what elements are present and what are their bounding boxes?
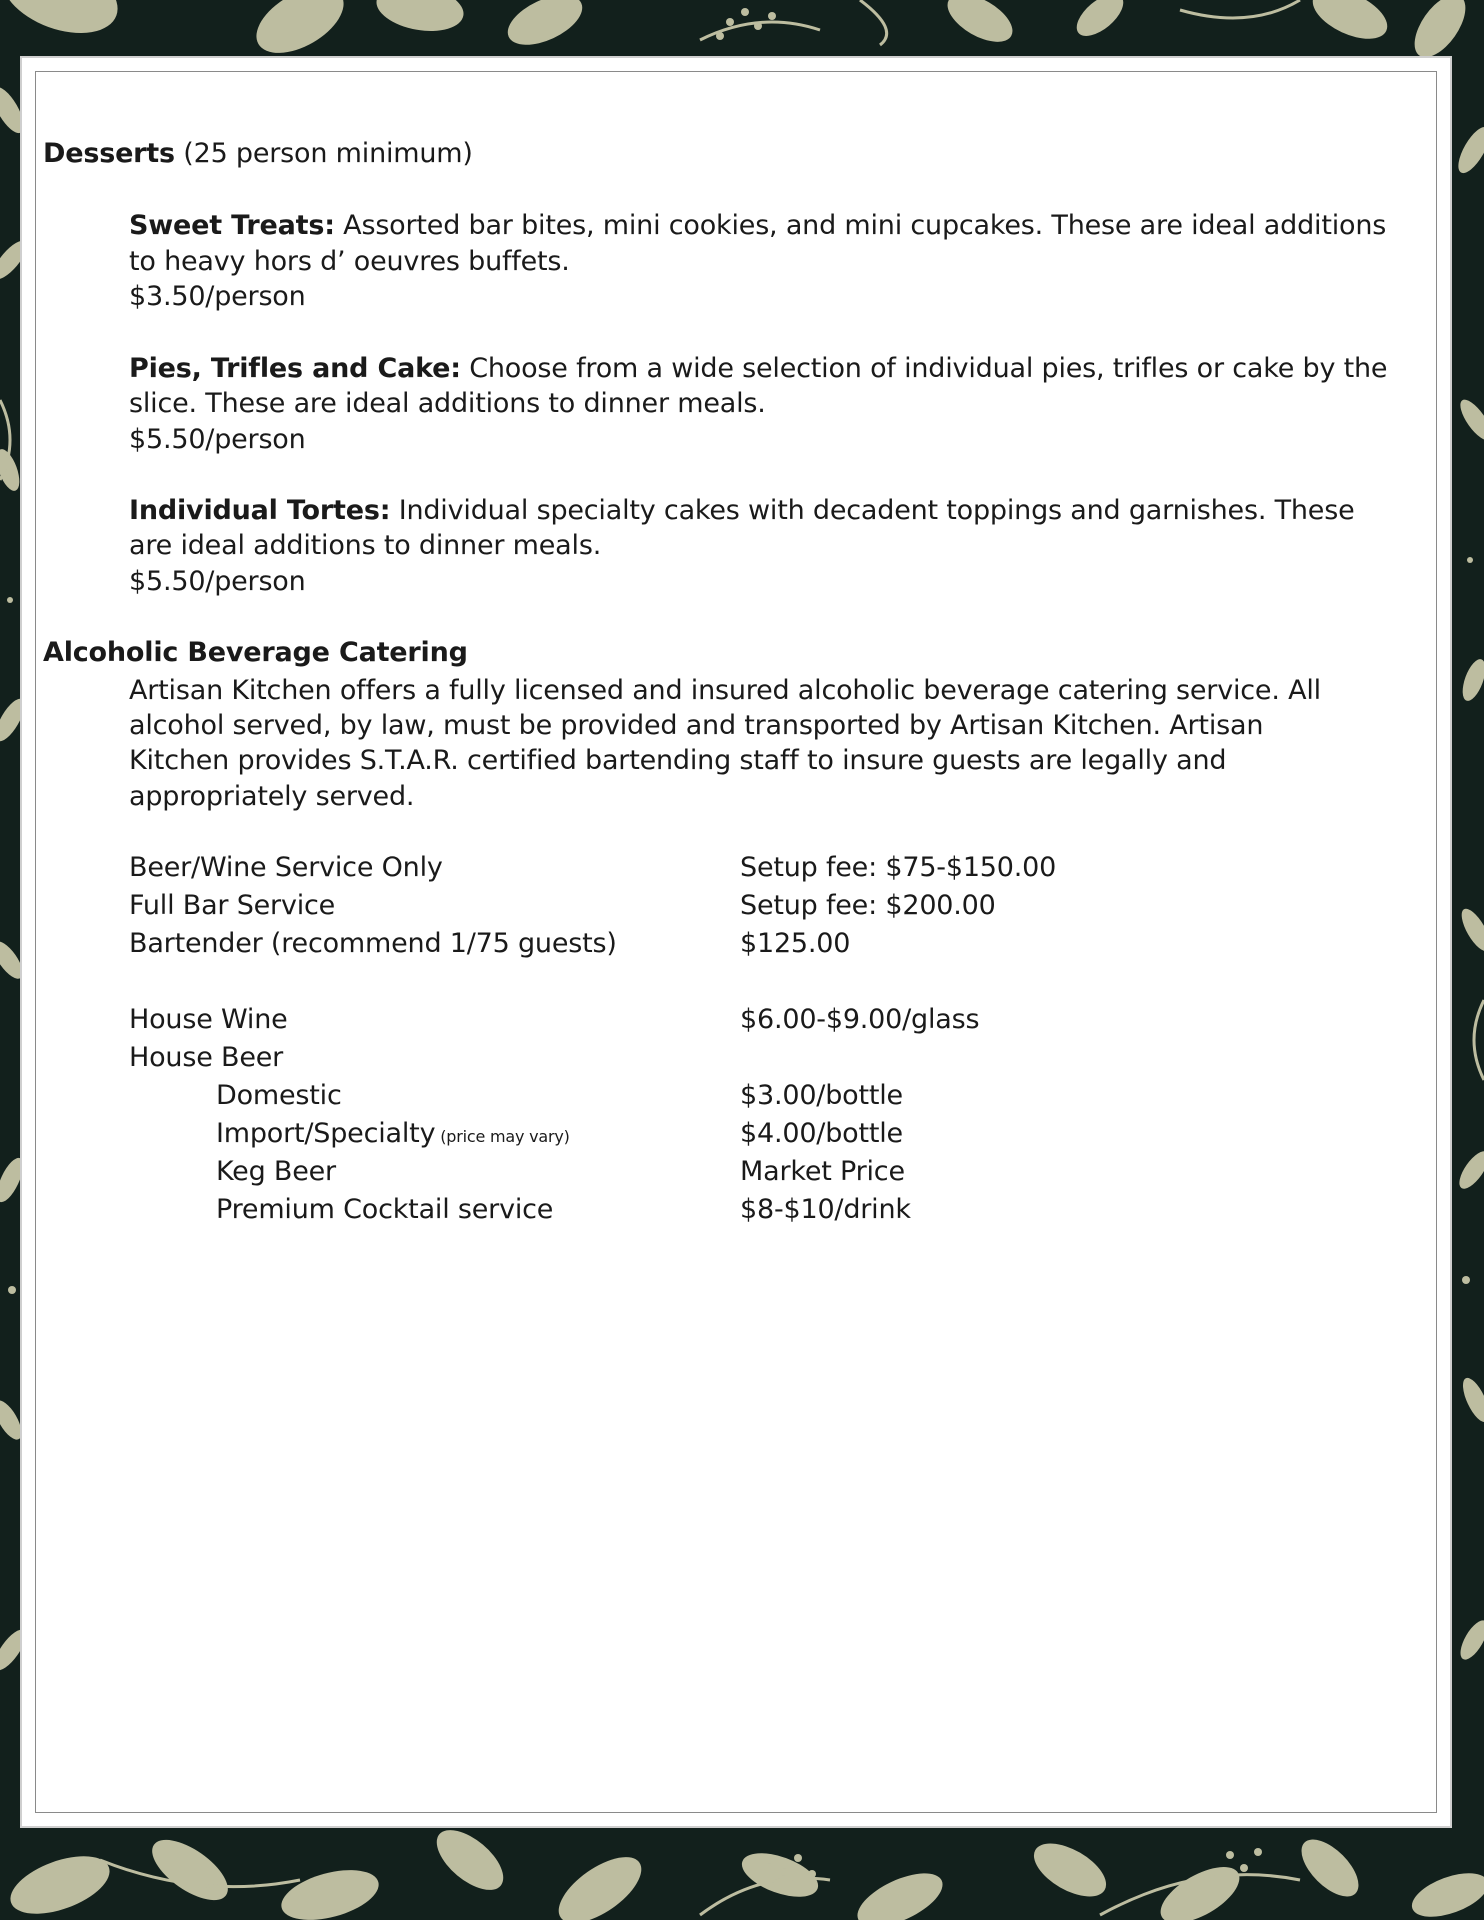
beer-row-label-line	[216, 1116, 570, 1154]
beer-row-price: $4.00/bottle	[740, 1118, 903, 1149]
beer-row-label: Keg Beer	[216, 1156, 336, 1187]
alcohol-description-line: alcohol served, by law, must be provided and transported by Artisan Kitchen. Artisan	[129, 710, 1264, 741]
desserts-minimum-note: (25 person minimum)	[174, 138, 473, 169]
alcohol-heading: Alcoholic Beverage Catering	[43, 637, 468, 668]
alcohol-description-line: appropriately served.	[129, 781, 415, 812]
dessert-item-name: Pies, Trifles and Cake:	[129, 353, 461, 384]
dessert-item-price: $5.50/person	[129, 424, 306, 455]
service-row-label: Full Bar Service	[129, 890, 336, 921]
beer-row-price: Market Price	[740, 1156, 905, 1187]
dessert-item-desc: Individual specialty cakes with decadent toppings and garnishes. These	[390, 495, 1355, 526]
service-row-label: Beer/Wine Service Only	[129, 852, 443, 883]
service-row-label: Bartender (recommend 1/75 guests)	[129, 928, 617, 959]
dessert-item-name: Individual Tortes:	[129, 495, 391, 526]
beer-row-label: Import/Specialty	[216, 1118, 436, 1149]
dessert-item-desc: Assorted bar bites, mini cookies, and mini cupcakes. These are ideal additions	[334, 210, 1387, 241]
alcohol-description-line: Artisan Kitchen offers a fully licensed and insured alcoholic beverage catering service. All	[129, 675, 1321, 706]
beer-row-label: Domestic	[216, 1080, 342, 1111]
dessert-item-line2: to heavy hors d’ oeuvres buffets.	[129, 246, 570, 277]
dessert-item-line1	[129, 351, 1387, 386]
dessert-item-line2: slice. These are ideal additions to dinner meals.	[129, 388, 766, 419]
beer-row-price: $8-$10/drink	[740, 1194, 911, 1225]
dessert-item-name: Sweet Treats:	[129, 210, 335, 241]
service-row-value: Setup fee: $200.00	[740, 890, 996, 921]
beer-row-price: $3.00/bottle	[740, 1080, 903, 1111]
dessert-item-desc: Choose from a wide selection of individual pies, trifles or cake by the	[460, 353, 1388, 384]
beer-row-label: Premium Cocktail service	[216, 1194, 554, 1225]
dessert-item-line1	[129, 208, 1386, 243]
service-row-value: Setup fee: $75-$150.00	[740, 852, 1057, 883]
dessert-item-price: $5.50/person	[129, 566, 306, 597]
dessert-item-line2: are ideal additions to dinner meals.	[129, 530, 602, 561]
dessert-item-price: $3.50/person	[129, 281, 306, 312]
house-wine-label: House Wine	[129, 1004, 288, 1035]
house-beer-label: House Beer	[129, 1042, 284, 1073]
service-row-value: $125.00	[740, 928, 851, 959]
alcohol-description-line: Kitchen provides S.T.A.R. certified bartending staff to insure guests are legally and	[129, 745, 1227, 776]
beer-row-note: (price may vary)	[435, 1127, 570, 1146]
desserts-title: Desserts	[43, 138, 175, 169]
dessert-item-line1	[129, 493, 1355, 528]
house-wine-price: $6.00-$9.00/glass	[740, 1004, 980, 1035]
desserts-heading	[43, 136, 473, 171]
